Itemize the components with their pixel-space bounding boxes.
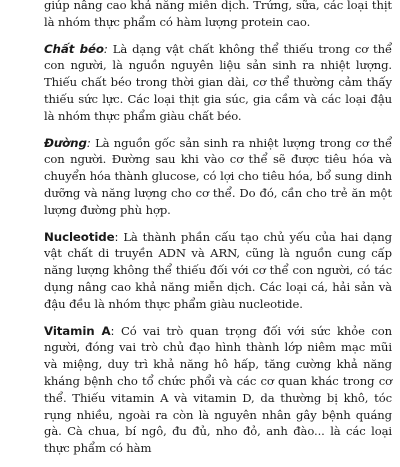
fat-colon: : — [103, 41, 113, 56]
intro-text: giúp nâng cao khả năng miễn dịch. Trứng, sữa, các loại thịt là nhóm thực phẩm có hàm lượng protein cao. — [44, 0, 392, 29]
sugar-term: Đường — [44, 135, 87, 150]
nucleotide-text: Là thành phần cấu tạo chủ yếu của hai dạng vật chất di truyền ADN và ARN, cũng là nguồn cung cấp năng lượng không thể thiếu đối với cơ thể con người, có tác dụng nâng cao khả năng miễn dịch. Các loại cá, hải sản và đậu đều là nhóm thực phẩm giàu nucleotide. — [44, 229, 392, 311]
vitamin-a-colon: : — [110, 323, 121, 338]
nucleotide-paragraph — [44, 229, 392, 313]
intro-paragraph — [44, 0, 392, 31]
fat-paragraph — [44, 41, 392, 125]
sugar-paragraph — [44, 135, 392, 219]
sugar-text: Là nguồn gốc sản sinh ra nhiệt lượng trong cơ thể con người. Đường sau khi vào cơ thể sẽ được tiêu hóa và chuyển hóa thành glucose, có lợi cho tiêu hóa, bổ sung dinh dưỡng và năng lượng cho cơ thể. Do đó, cần cho trẻ ăn một lượng đường phù hợp. — [44, 135, 392, 217]
nucleotide-term: Nucleotide — [44, 229, 115, 244]
vitamin-a-paragraph — [44, 323, 392, 457]
fat-text: Là dạng vật chất không thể thiếu trong cơ thể con người, là nguồn nguyên liệu sản sinh ra nhiệt lượng. Thiếu chất béo trong thời gian dài, cơ thể thường cảm thấy thiếu sức lực. Các loại thịt gia súc, gia cầm và các loại đậu là nhóm thực phẩm giàu chất béo. — [44, 41, 393, 123]
vitamin-a-term: Vitamin A — [44, 323, 111, 338]
sugar-colon: : — [86, 135, 96, 150]
nucleotide-colon: : — [114, 229, 124, 244]
fat-term: Chất béo — [44, 41, 104, 56]
text-column — [44, 0, 392, 467]
vitamin-a-text: Có vai trò quan trọng đối với sức khỏe con người, đóng vai trò chủ đạo hình thành lớp niêm mạc mũi và miệng, duy trì khả năng hô hấp, tăng cường khả năng kháng bệnh cho tổ chức phổi và các cơ quan khác trong cơ thể. Thiếu vitamin A và vitamin D, da thường bị khô, tóc rụng nhiều, ngoài ra còn là nguyên nhân gây bệnh quáng gà. Cà chua, bí ngô, đu đủ, nho đỏ, anh đào... là các loại thực phẩm có hàm — [44, 323, 393, 456]
